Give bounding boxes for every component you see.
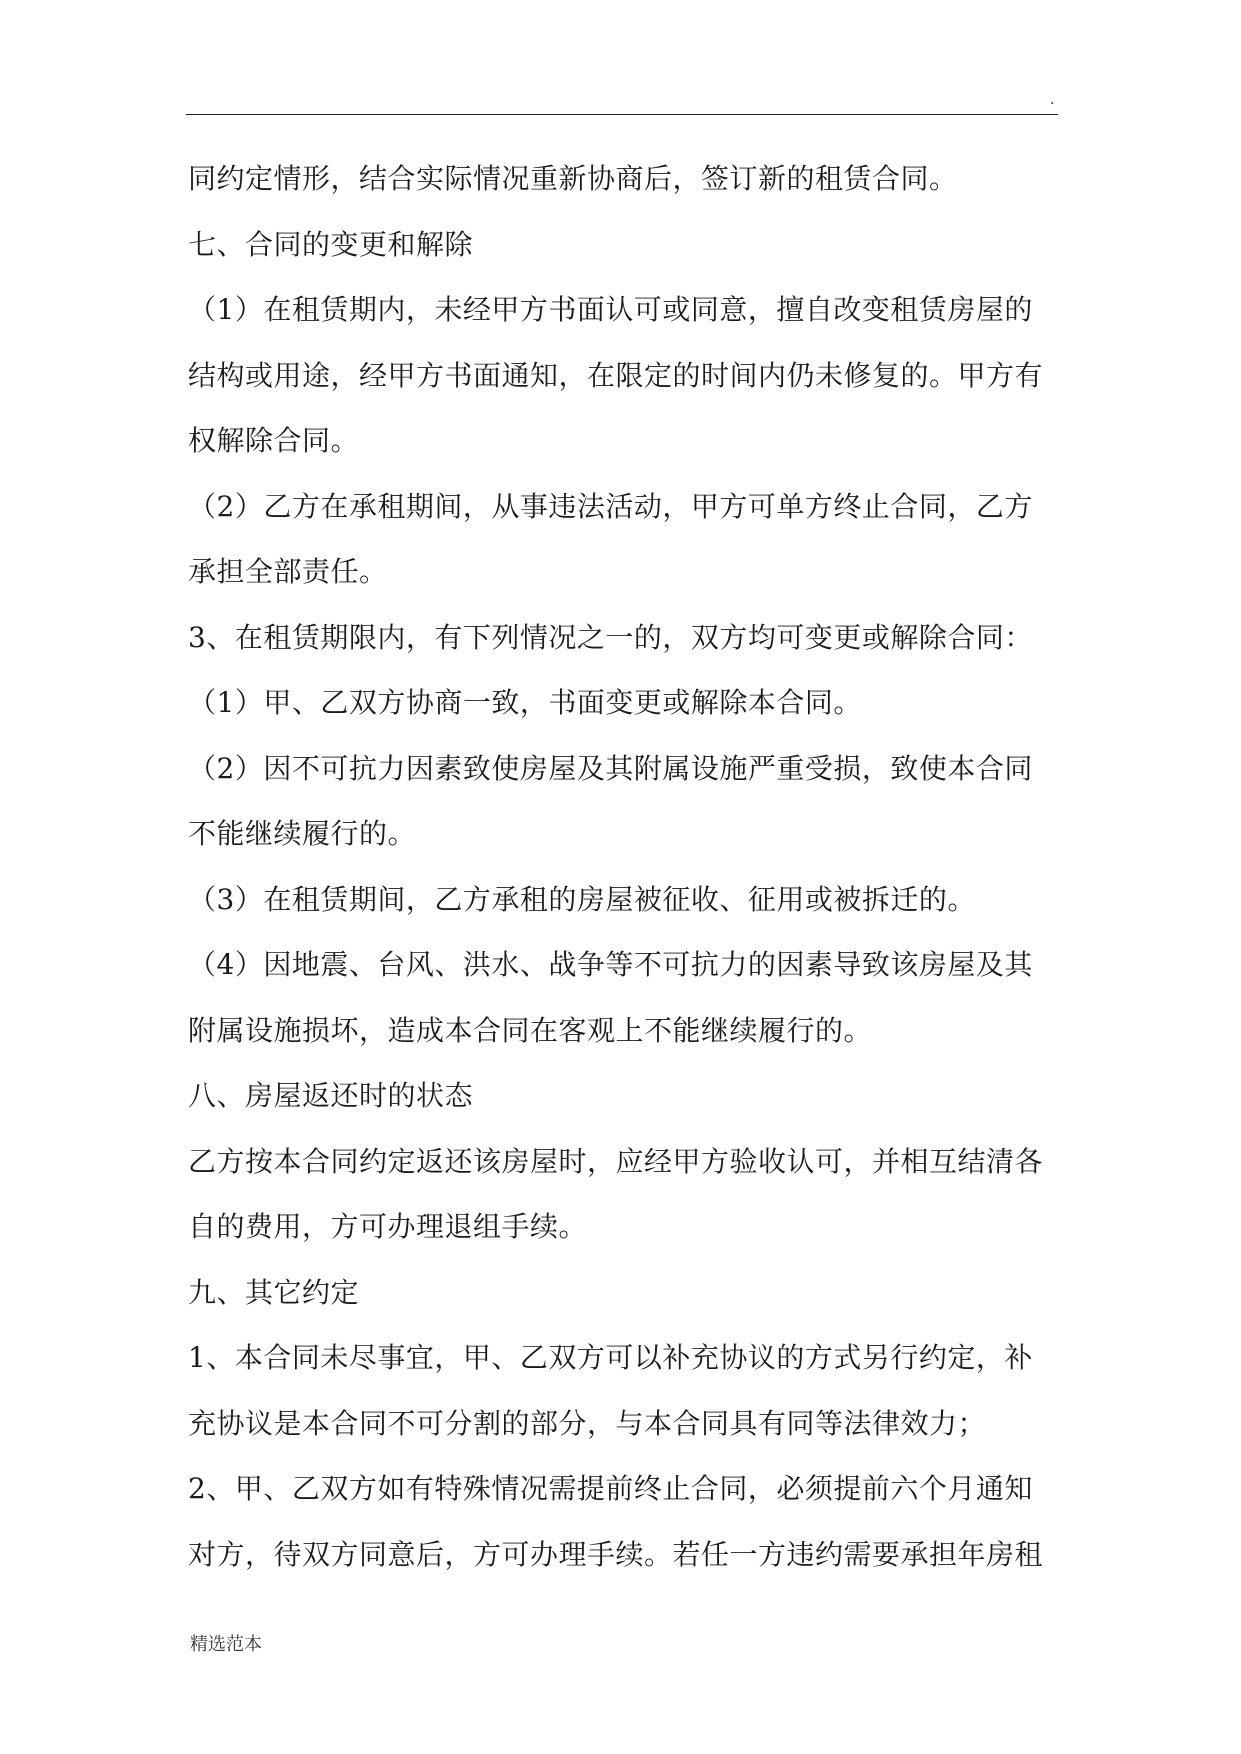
text-line: 对方，待双方同意后，方可办理手续。若任一方违约需要承担年房租 (188, 1537, 1044, 1571)
text-line: （1）甲、乙双方协商一致，书面变更或解除本合同。 (188, 686, 862, 719)
text-line: （1）在租赁期内，未经甲方书面认可或同意，擅自改变租赁房屋的 (188, 293, 1033, 326)
header-mark: . (1050, 92, 1055, 108)
section-heading: 九、其它约定 (188, 1275, 360, 1309)
footer-label: 精选范本 (190, 1634, 262, 1655)
text-line: 结构或用途，经甲方书面通知，在限定的时间内仍未修复的。甲方有 (188, 358, 1044, 392)
text-line: 2、甲、乙双方如有特殊情况需提前终止合同，必须提前六个月通知 (188, 1472, 1033, 1505)
text-line: （2）乙方在承租期间，从事违法活动，甲方可单方终止合同，乙方 (188, 489, 1033, 523)
header-rule (186, 114, 1058, 115)
section-heading: 八、房屋返还时的状态 (188, 1079, 474, 1112)
text-line: 同约定情形，结合实际情况重新协商后，签订新的租赁合同。 (188, 162, 958, 195)
text-line: 附属设施损坏，造成本合同在客观上不能继续履行的。 (188, 1013, 873, 1047)
text-line: 乙方按本合同约定返还该房屋时，应经甲方验收认可，并相互结清各 (188, 1144, 1044, 1178)
text-line: 承担全部责任。 (188, 555, 388, 588)
text-line: 权解除合同。 (188, 424, 360, 457)
text-line: 不能继续履行的。 (188, 817, 417, 850)
text-line: 充协议是本合同不可分割的部分，与本合同具有同等法律效力； (188, 1406, 987, 1440)
text-line: 3、在租赁期限内，有下列情况之一的，双方均可变更或解除合同： (188, 620, 1033, 654)
text-line: （4）因地震、台风、洪水、战争等不可抗力的因素导致该房屋及其 (188, 948, 1033, 981)
text-line: （2）因不可抗力因素致使房屋及其附属设施严重受损，致使本合同 (188, 751, 1033, 785)
text-line: （3）在租赁期间，乙方承租的房屋被征收、征用或被拆迁的。 (188, 882, 976, 916)
text-line: 自的费用，方可办理退组手续。 (188, 1210, 588, 1243)
section-heading: 七、合同的变更和解除 (188, 227, 474, 261)
document-body (188, 146, 1058, 1587)
text-line: 1、本合同未尽事宜，甲、乙双方可以补充协议的方式另行约定，补 (188, 1341, 1033, 1374)
